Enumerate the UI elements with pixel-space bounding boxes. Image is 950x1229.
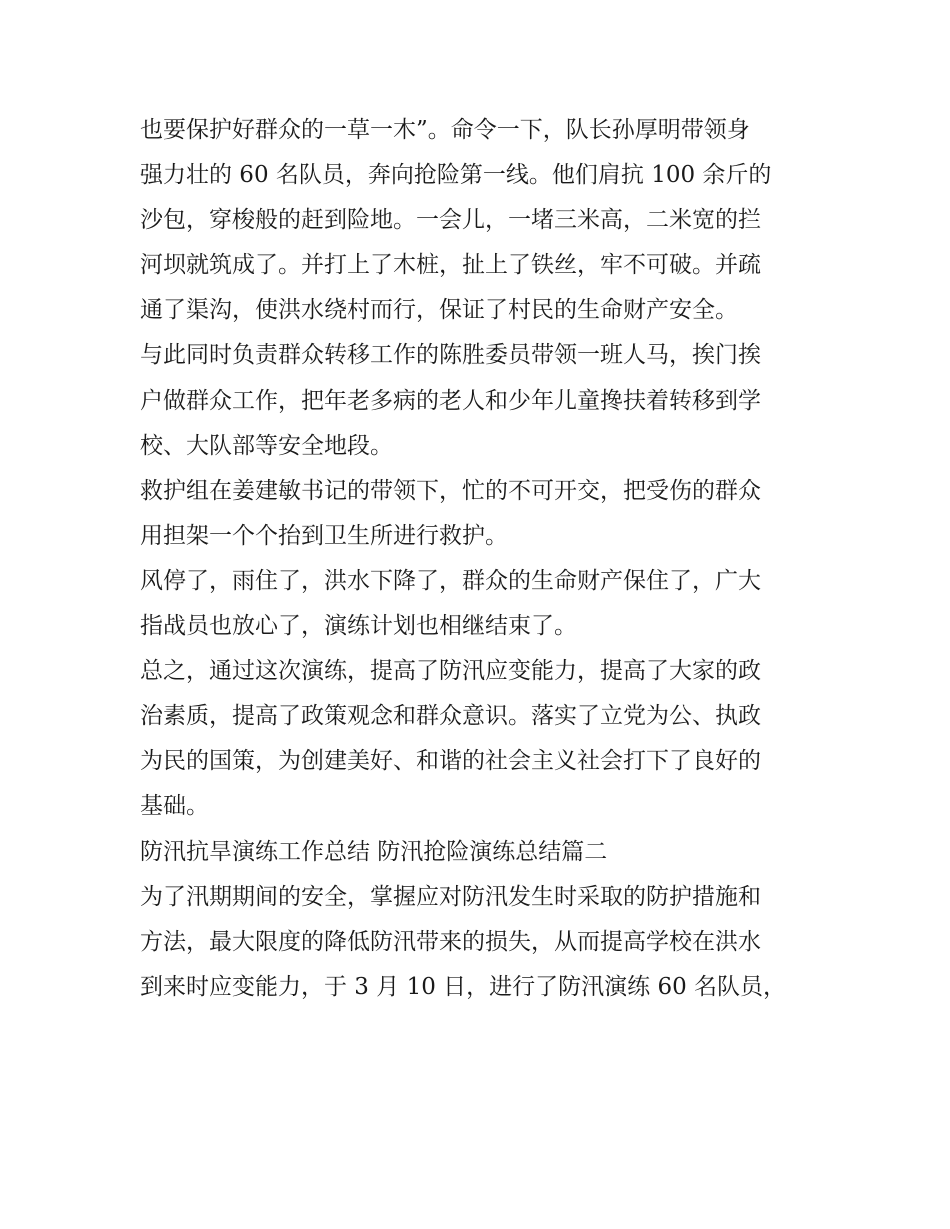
text-line: 用担架一个个抬到卫生所进行救护。 [140, 522, 508, 549]
text-line: 户做群众工作，把年老多病的老人和少年儿童搀扶着转移到学 [140, 387, 761, 414]
text-line: 强力壮的 60 名队员，奔向抢险第一线。他们肩抗 100 余斤的 [140, 162, 772, 189]
text-line: 总之，通过这次演练，提高了防汛应变能力，提高了大家的政 [140, 658, 761, 685]
text-line: 为民的国策，为创建美好、和谐的社会主义社会打下了良好的 [140, 748, 761, 775]
text-line: 通了渠沟，使洪水绕村而行，保证了村民的生命财产安全。 [140, 297, 738, 324]
text-line: 基础。 [140, 793, 209, 820]
text-line: 与此同时负责群众转移工作的陈胜委员带领一班人马，挨门挨 [140, 342, 761, 369]
text-line: 到来时应变能力，于 3 月 10 日，进行了防汛演练 60 名队员， [140, 973, 787, 1000]
document-body [140, 108, 820, 1010]
text-line: 河坝就筑成了。并打上了木桩，扯上了铁丝，牢不可破。并疏 [140, 252, 761, 279]
text-line: 校、大队部等安全地段。 [140, 432, 393, 459]
section-heading: 防汛抗旱演练工作总结 防汛抢险演练总结篇二 [140, 838, 608, 865]
text-line: 也要保护好群众的一草一木”。命令一下，队长孙厚明带领身 [140, 117, 750, 143]
text-line: 救护组在姜建敏书记的带领下，忙的不可开交，把受伤的群众 [140, 477, 761, 504]
text-line: 沙包，穿梭般的赶到险地。一会儿，一堵三米高，二米宽的拦 [140, 207, 761, 234]
text-line: 为了汛期期间的安全，掌握应对防汛发生时采取的防护措施和 [140, 883, 761, 910]
text-line: 治素质，提高了政策观念和群众意识。落实了立党为公、执政 [140, 703, 761, 730]
text-line: 方法，最大限度的降低防汛带来的损失，从而提高学校在洪水 [140, 928, 761, 955]
text-line: 风停了，雨住了，洪水下降了，群众的生命财产保住了，广大 [140, 567, 761, 594]
text-line: 指战员也放心了，演练计划也相继结束了。 [140, 613, 577, 640]
